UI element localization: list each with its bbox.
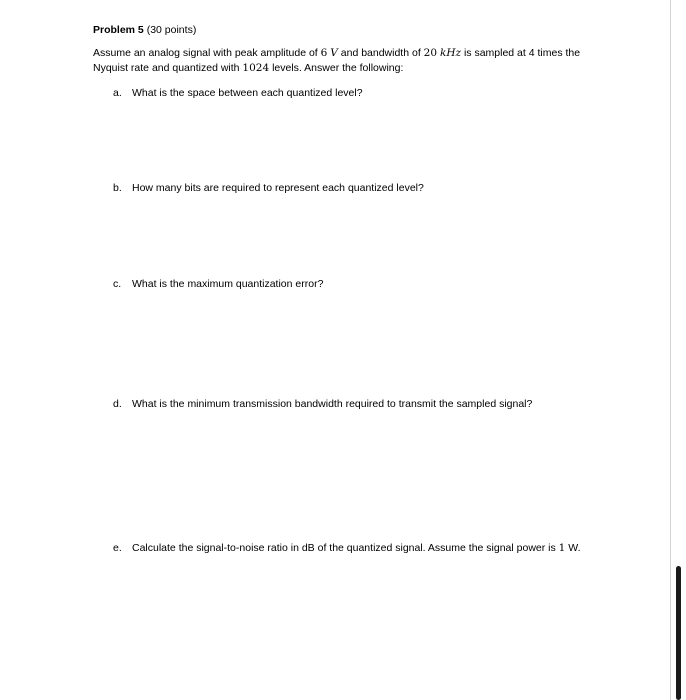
question-marker: e. <box>113 542 122 554</box>
amplitude-value: 6 <box>320 47 328 59</box>
question-text: Calculate the signal-to-noise ratio in dB of the quantized signal. Assume the signal power is <box>132 542 559 554</box>
question-d <box>113 397 532 411</box>
bandwidth-unit: kHz <box>439 47 462 59</box>
intro-text: and bandwidth of <box>337 47 424 59</box>
problem-heading <box>93 23 196 37</box>
scrollbar-thumb[interactable] <box>676 566 681 700</box>
intro-text: Nyquist rate and quantized with <box>93 62 243 74</box>
problem-label: Problem 5 <box>93 24 144 36</box>
bandwidth-value: 20 <box>423 47 438 59</box>
question-marker: c. <box>113 278 122 290</box>
question-text: What is the minimum transmission bandwidth required to transmit the sampled signal? <box>132 398 533 410</box>
question-marker: b. <box>113 182 122 194</box>
intro-text: levels. Answer the following: <box>269 62 404 74</box>
question-text: What is the space between each quantized level? <box>132 87 363 99</box>
intro-line-2 <box>93 61 613 76</box>
amplitude-unit: V <box>330 47 338 59</box>
signal-power-unit: W. <box>565 542 581 554</box>
question-b <box>113 181 424 195</box>
intro-text: Assume an analog signal with peak amplitude of <box>93 47 321 59</box>
intro-text: is sampled at 4 times the <box>461 47 581 59</box>
question-marker: d. <box>113 398 122 410</box>
question-c <box>113 277 323 291</box>
problem-intro <box>93 46 613 76</box>
question-text: What is the maximum quantization error? <box>132 278 324 290</box>
question-marker: a. <box>113 87 122 99</box>
question-e <box>113 541 581 555</box>
question-text: How many bits are required to represent each quantized level? <box>132 182 424 194</box>
question-a <box>113 86 363 100</box>
problem-points: (30 points) <box>146 24 197 36</box>
levels-value: 1024 <box>242 62 270 74</box>
signal-power-value: 1 <box>558 542 566 554</box>
intro-line-1 <box>93 46 613 61</box>
